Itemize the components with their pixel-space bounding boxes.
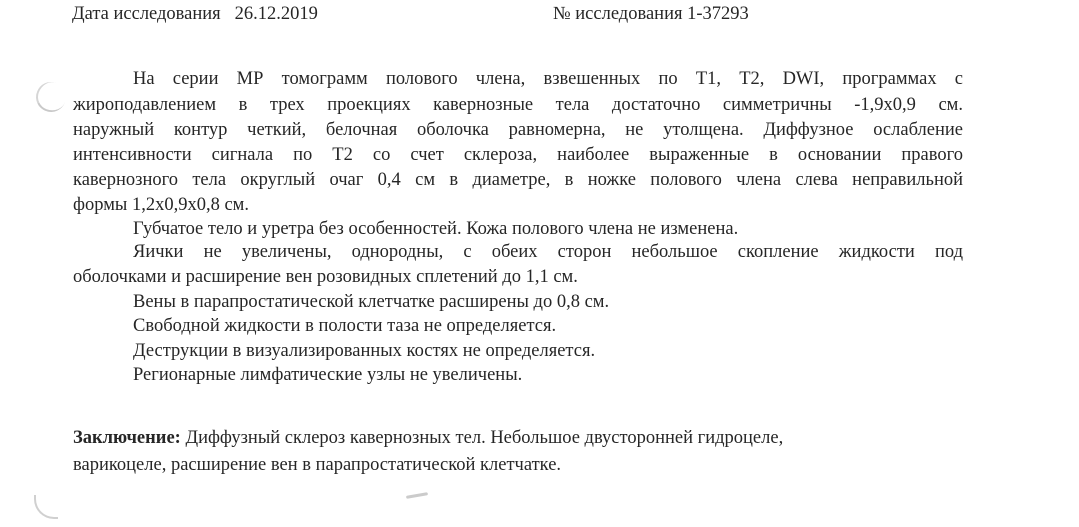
ink-smudge bbox=[406, 492, 428, 499]
punch-hole-mark bbox=[32, 78, 70, 116]
body-line-4: интенсивности сигнала по Т2 со счет склероза, наиболее выраженные в основании правого bbox=[73, 145, 963, 165]
conclusion-line-2: варикоцеле, расширение вен в парапростатической клетчатке. bbox=[73, 455, 562, 475]
study-date: Дата исследования 26.12.2019 bbox=[72, 4, 318, 24]
body-line-12: Деструкции в визуализированных костях не определяется. bbox=[133, 341, 596, 361]
body-line-13: Регионарные лимфатические узлы не увеличены. bbox=[133, 365, 523, 385]
body-line-5: кавернозного тела округлый очаг 0,4 см в диаметре, в ножке полового члена слева неправильной bbox=[73, 170, 963, 190]
body-line-3: наружный контур четкий, белочная оболочка равномерна, не утолщена. Диффузное ослабление bbox=[73, 120, 963, 140]
body-line-10: Вены в парапростатической клетчатке расширены до 0,8 см. bbox=[133, 292, 610, 312]
conclusion-label: Заключение: bbox=[73, 428, 181, 448]
body-line-6: формы 1,2х0,9х0,8 см. bbox=[73, 195, 250, 215]
conclusion-line-1 bbox=[73, 426, 783, 450]
body-line-8: Яички не увеличены, однородны, с обеих сторон небольшое скопление жидкости под bbox=[133, 242, 963, 262]
body-line-9: оболочками и расширение вен розовидных сплетений до 1,1 см. bbox=[73, 267, 578, 287]
conclusion-text-1: Диффузный склероз кавернозных тел. Небольшое двусторонней гидроцеле, bbox=[180, 428, 784, 448]
body-line-7: Губчатое тело и уретра без особенностей. Кожа полового члена не изменена. bbox=[133, 219, 739, 239]
page-corner-mark bbox=[34, 495, 58, 519]
body-line-11: Свободной жидкости в полости таза не определяется. bbox=[133, 316, 557, 336]
study-number: № исследования 1-37293 bbox=[553, 4, 749, 24]
body-line-1: На серии МР томограмм полового члена, взвешенных по Т1, Т2, DWI, программах с bbox=[133, 69, 963, 89]
body-line-2: жироподавлением в трех проекциях кавернозные тела достаточно симметричны -1,9х0,9 см. bbox=[73, 95, 963, 115]
